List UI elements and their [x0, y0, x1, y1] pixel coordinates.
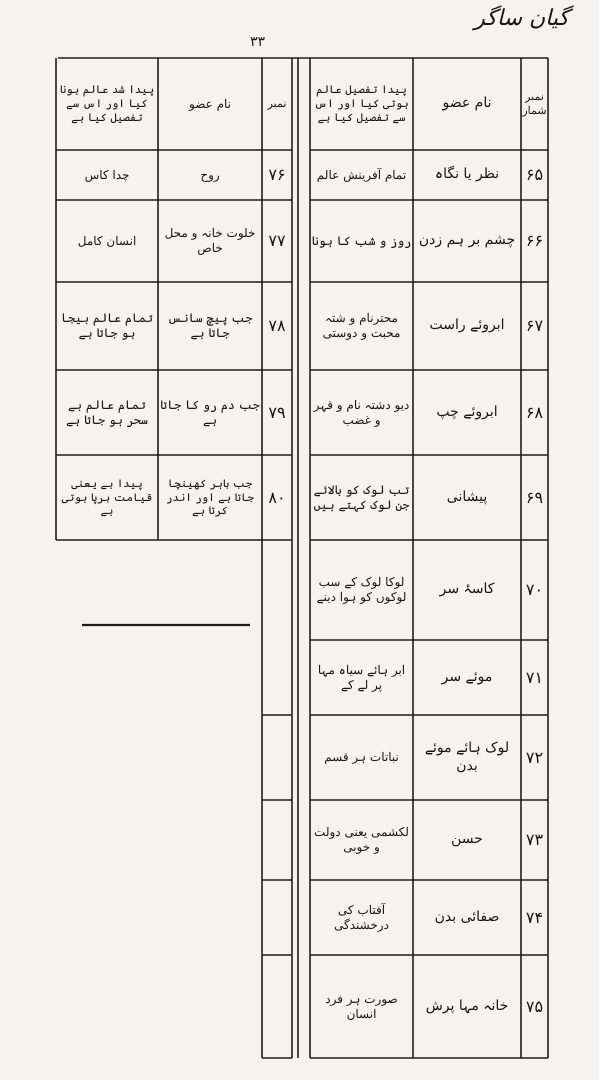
table-row-organ: حسن — [451, 831, 483, 848]
table-row-organ: ابروئے راست — [429, 317, 505, 334]
table-row-organ: صفائی بدن — [434, 908, 500, 925]
table-row-effect: انسان کامل — [77, 233, 137, 248]
table-row-organ: لوک ہائے موئے بدن — [424, 740, 510, 774]
table-row-number: ۶۸ — [525, 402, 544, 422]
table-row-organ: موئے سر — [441, 668, 493, 685]
table-row-effect: صورت ہر فرد انسان — [325, 991, 398, 1021]
table-row-number: ۷۵ — [525, 996, 544, 1016]
table-row-effect: تمام آفرینش عالم — [316, 167, 407, 182]
page-title: گیان ساگر — [474, 6, 569, 31]
table-row-effect: لکشمی یعنی دولت و خوبی — [314, 825, 409, 854]
table-row-organ: چشم بر ہم زدن — [418, 232, 516, 249]
table-row-organ: جب باہر کھینچا جاتا ہے اور اندر کرتا ہے — [166, 476, 254, 518]
table-row-effect: محترنام و شتہ محبت و دوستی — [322, 311, 401, 340]
table-row-effect: آفتاب کی درخشندگی — [334, 902, 389, 932]
table-row-effect: پیدا ہے یعنی قیامت برپا ہوتی ہے — [61, 476, 153, 518]
page-number: ۳۳ — [250, 34, 266, 50]
table-row-organ: جب دم رو کا جاتا ہے — [160, 397, 260, 427]
table-row-effect: ابر ہائے سیاہ مہا پر لے کے — [317, 662, 406, 692]
table-row-number: ۷۹ — [268, 402, 286, 422]
table-row-number: ۷۸ — [268, 316, 286, 335]
table-row-organ: نظر یا نگاہ — [434, 166, 500, 183]
table-row-organ: روح — [200, 167, 220, 182]
table-row-organ: جب پیچ سانس جاتا ہے — [167, 311, 253, 340]
table-row-effect: لوکا لوک کے سب لوکوں کو ہوا دینے — [316, 575, 407, 604]
table-row-number: ۷۷ — [268, 231, 286, 250]
table-row-number: ۸۰ — [268, 487, 286, 507]
left-header-effect: پیدا شد عالم ہونا کیا اور اس سے تفصیل کیا ہے — [59, 83, 155, 124]
table-row-organ: پیشانی — [446, 488, 488, 505]
table-row-number: ۶۶ — [525, 231, 544, 250]
left-header-organ: نام عضو — [189, 96, 232, 111]
right-header-effect: پیدا تفصیل عالم ہوتی کیا اور اس سے تفصیل کیا ہے — [314, 83, 409, 124]
table-row-effect: نباتات ہر قسم — [324, 750, 399, 764]
table-row-number: ۷۱ — [525, 667, 544, 687]
table-row-effect: چدا کاس — [84, 167, 130, 182]
table-row-organ: کاسۂ سر — [439, 581, 495, 598]
left-header-number: نمبر — [267, 97, 287, 111]
table-row-effect: تمام عالم بے سحر ہو جاتا ہے — [66, 397, 148, 427]
right-header-number: نمبر شمار — [522, 90, 547, 117]
table-row-effect: تب لوک کو بالائے جن لوک کہتے ہیں — [313, 482, 410, 512]
table-row-effect: دیو دشتہ نام و قہر و غضب — [313, 397, 410, 427]
table-row-number: ۷۲ — [525, 747, 544, 767]
table-row-number: ۷۶ — [268, 165, 286, 184]
table-row-number: ۷۰ — [525, 580, 544, 599]
table-row-organ: خانہ مہا پرش — [425, 997, 509, 1014]
table-row-number: ۷۳ — [525, 830, 544, 849]
table-row-number: ۶۹ — [525, 487, 544, 507]
table-row-number: ۶۷ — [525, 316, 544, 335]
table-row-number: ۷۴ — [525, 907, 544, 927]
table-row-organ: ابروئے چپ — [436, 403, 498, 420]
right-header-organ: نام عضو — [442, 95, 492, 112]
table-row-effect: روز و شب کا ہونا — [311, 233, 412, 248]
table-row-organ: خلوت خانہ و محل خاص — [164, 226, 256, 255]
table-row-number: ۶۵ — [525, 165, 544, 184]
table-row-effect: تمام عالم بیجا ہو جاتا ہے — [60, 311, 153, 340]
